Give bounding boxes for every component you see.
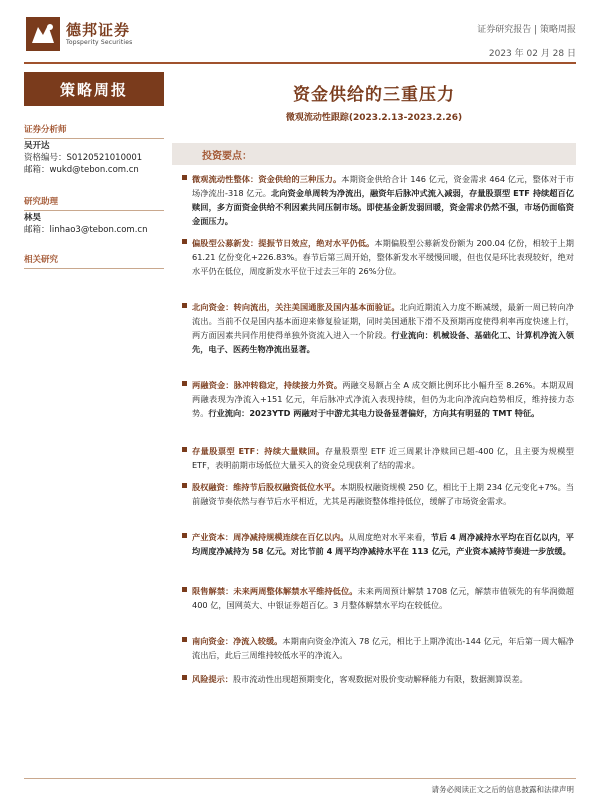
bullet-square-icon <box>182 447 187 452</box>
header-divider <box>24 62 576 64</box>
sidebar-title: 策略周报 <box>24 72 164 106</box>
brand-name-en: Topsperity Securities <box>66 38 133 46</box>
contact-section-heading: 研究助理 <box>24 192 164 211</box>
bullet-item: 微观流动性整体：资金供给的三种压力。本期资金供给合计 146 亿元，资金需求 464 亿元，整体对于市场净流出-318 亿元。北向资金单周转为净流出，融资年后脉冲式流入减弱，存量股票型 ETF 持续超百亿赎回，多方面资金供给不利因素共同压制市场。即使基金新发弱回暖，资金需求仍然不强，市场仍面临资金面压力。 <box>192 172 574 228</box>
related-section-heading: 相关研究 <box>24 250 164 269</box>
bullet-item: 偏股型公募新发：提振节日效应，绝对水平仍低。本期偏股型公募新发份额为 200.04 亿份，相较于上期 61.21 亿份变化+226.83%。春节后第三周开始，整体新发水平缓慢回暖，但也仅是环比表现较好，绝对水平仍在低位，周度新发水平位于过去三年的 26%分位。 <box>192 236 574 278</box>
bullet-square-icon <box>182 637 187 642</box>
bullet-square-icon <box>182 175 187 180</box>
bullet-item: 产业资本：周净减持规模连续在百亿以内。从周度绝对水平来看，节后 4 周净减持水平均在百亿以内，平均周度净减持为 58 亿元。对比节前 4 周平均净减持水平在 113 亿元，产业资本减持节奏进一步放缓。 <box>192 530 574 558</box>
analyst-cert: 资格编号：S0120521010001 <box>24 153 143 163</box>
bullet-item: 风险提示：股市流动性出现超预期变化，客观数据对股价变动解释能力有限，数据测算误差。 <box>192 672 574 686</box>
analyst-info <box>24 140 169 176</box>
bullet-item: 南向资金：净流入较缓。本期南向资金净流入 78 亿元，相比于上期净流出-144 亿元，年后第一周大幅净流出后，此后三周维持较低水平的净流入。 <box>192 634 574 662</box>
report-date: 2023 年 02 月 28 日 <box>488 49 576 59</box>
brand-name-cn: 德邦证券 <box>66 20 131 39</box>
bullet-square-icon <box>182 483 187 488</box>
key-points-heading: 投资要点： <box>172 143 576 165</box>
bullet-square-icon <box>182 303 187 308</box>
contact-email[interactable]: 邮箱：linhao3@tebon.com.cn <box>24 225 148 235</box>
bullet-item: 两融资金：脉冲转稳定，持续接力外资。两融交易额占全 A 成交额比例环比小幅升至 8.26%。本期双周两融表现为净流入+151 亿元，年后脉冲式净流入表现持续，但仍为北向净流向趋势相反，维持接力态势。行业流向：2023YTD 两融对于中游尤其电力设备显著偏好，方向其有明显的 TMT 特征。 <box>192 378 574 420</box>
bullet-item: 存量股票型 ETF：持续大量赎回。存量股票型 ETF 近三周累计净赎回已超-400 亿，且主要为规模型 ETF，表明前期市场低位大量买入的资金兑现获利了结的需求。 <box>192 444 574 472</box>
bullet-item: 股权融资：维持节后股权融资低位水平。本期股权融资规模 250 亿，相比于上期 234 亿元变化+7%。当前融资节奏依然与春节后水平相近，尤其是再融资整体维持低位，缓解了市场资金需求。 <box>192 480 574 508</box>
footer-divider <box>24 778 576 779</box>
bullet-item: 限售解禁：未来两周整体解禁水平维持低位。未来两周预计解禁 1708 亿元，解禁市值领先的有华润微超 400 亿，国网英大、中银证券超百亿。3 月整体解禁水平均在较低位。 <box>192 584 574 612</box>
analyst-email[interactable]: 邮箱：wukd@tebon.com.cn <box>24 165 139 175</box>
report-type: 证券研究报告 | 策略周报 <box>477 25 576 35</box>
contact-info <box>24 212 169 236</box>
footer-disclaimer[interactable]: 请务必阅读正文之后的信息披露和法律声明 <box>431 785 574 794</box>
analyst-section-heading: 证券分析师 <box>24 120 164 139</box>
analyst-name: 吴开达 <box>24 141 50 151</box>
logo-mark-icon <box>26 17 60 51</box>
bullet-item: 北向资金：转向流出，关注美国通胀及国内基本面验证。北向近期流入力度不断减缓，最新一周已转向净流出。当前不仅是国内基本面迎来修复验证期，同时美国通胀下滑不及预期再度使得利率再度快速上行，两方面因素共同作用使得单独外资流入进入一个阶段。行业流向：机械设备、基础化工、计算机净流入领先，电子、医药生物净流出显著。 <box>192 300 574 356</box>
report-subtitle: 微观流动性跟踪(2023.2.13-2023.2.26) <box>285 113 463 123</box>
bullet-square-icon <box>182 239 187 244</box>
bullet-square-icon <box>182 533 187 538</box>
bullet-square-icon <box>182 587 187 592</box>
bullet-square-icon <box>182 675 187 680</box>
contact-name: 林昊 <box>24 213 42 223</box>
bullet-square-icon <box>182 381 187 386</box>
company-logo <box>26 16 156 52</box>
report-title: 资金供给的三重压力 <box>293 85 455 105</box>
